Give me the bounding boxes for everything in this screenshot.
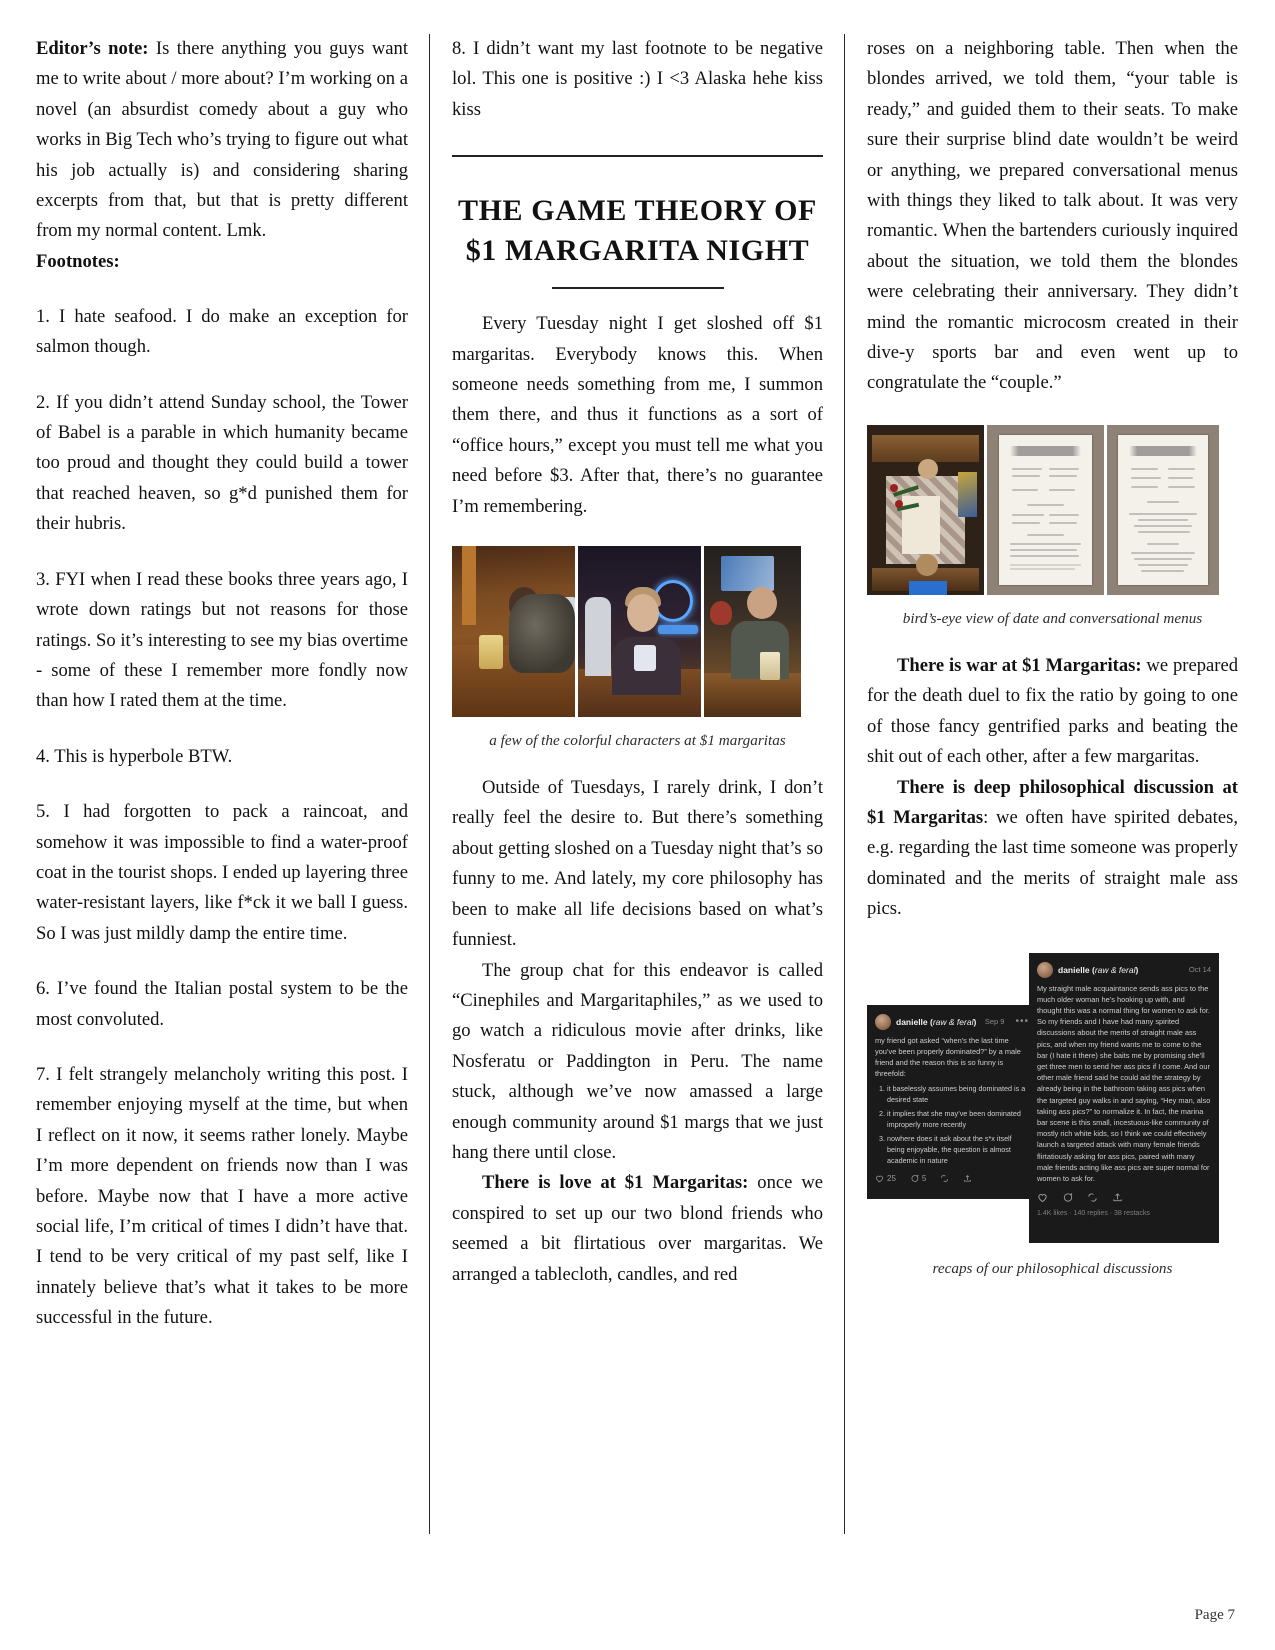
heart-icon[interactable] [1037,1192,1048,1203]
note-date: Oct 14 [1188,965,1211,975]
comment-icon[interactable] [910,1174,926,1183]
article-paragraph: roses on a neighboring table. Then when the blondes arrived, we told them, “your table is ready,” and guided them to their seats. To make sure their surprise blind date wouldn’t be weird or anything, we prepared conversational menus with things they liked to talk about. It was very romantic. When the bartenders curiously inquired about the situation, we told them the blondes were celebrating their anniversary. They didn’t mind the romantic microcosm created in their dive-y sports bar and even went up to congratulate the “couple.” [867,38,1238,394]
footnotes-heading: Footnotes: [36,250,120,272]
note-body-text: My straight male acquaintance sends ass pics to the much older woman he’s hooking up with, and thought this was a normal thing for women to ask for. So my friends and I have had many spirited discussions about the merits of straight male ass pics, and when my friend wants me to come to the bar (I hate it there) she baits me by promising she’ll get three men to send her ass pics if I come. And our other male friend said he could aid the strategy by already being in the bathroom taking ass pics when the targeted guy walks in and saying, “Hey man, also taking ass pics?” to normalize it. In fact, the marina bar scene is this small, incestuous-like community of mostly rich white kids, so I think we could effectively launch a targeted attack with many female friends flirtatiously asking for ass pics, paired with many male friends acting like ass pics are super normal for women to ask for. [1037,983,1211,1183]
article-paragraph: Every Tuesday night I get sloshed off $1 margaritas. Everybody knows this. When someone needs something from me, I summon them there, and thus it functions as a sort of “office hours,” except you must tell me what you need before $3. After that, there’s no guarantee I’m remembering. [452,313,823,517]
note-body-text: my friend got asked “when’s the last time you’ve been properly dominated?” by a male friend and the reason this is so funny is threefold: [875,1035,1021,1079]
photo-collage-caption: a few of the colorful characters at $1 margaritas [489,732,786,750]
section-divider-rule [452,155,823,157]
note-action-bar [875,1174,1029,1183]
bar-photo-collage [452,546,801,717]
column-one [36,34,408,1534]
headline-underline-rule [552,287,724,289]
note-list-item: 2. it implies that she may’ve been dominated improperly more recently [887,1108,1029,1130]
note-list-item: 3. nowhere does it ask about the s*x itself being enjoyable, the question is almost academic in nature [887,1133,1029,1166]
note-header [1037,962,1211,978]
article-headline: THE GAME THEORY OF $1 MARGARITA NIGHT [458,194,817,268]
note-engagement-stats: 1.4K likes · 140 replies · 38 restacks [1037,1210,1150,1218]
note-author-handle: raw & feral [1094,964,1136,975]
editors-note-label: Editor’s note: [36,38,149,59]
article-paragraph-war [867,651,1238,773]
footnote-item: 6. I’ve found the Italian postal system to be the most convoluted. [36,978,408,1030]
column-three [844,34,1238,1534]
conversational-menu-photos [867,425,1219,595]
editors-note-paragraph [36,34,408,247]
restack-icon[interactable] [940,1174,949,1183]
avatar [875,1014,891,1030]
war-section-lead: There is war at $1 Margaritas: [897,654,1142,676]
restack-icon[interactable] [1087,1192,1098,1203]
note-list [875,1083,1029,1166]
note-menu-icon[interactable]: ••• [1015,1016,1029,1028]
footnote-item: 5. I had forgotten to pack a raincoat, and somehow it was impossible to find a water-proof coat in the tourist shops. I ended up layering three water-resistant layers, like f*ck it we ball I guess. So I was just mildly damp the entire time. [36,801,408,944]
note-list-item: 1. it baselessly assumes being dominated is a desired state [887,1083,1029,1105]
note-author: danielle (raw & feral) [1058,964,1139,975]
share-icon[interactable] [1112,1192,1123,1203]
social-note-screenshots [867,953,1219,1243]
page-number: Page 7 [1194,1607,1235,1623]
note-screenshot-october [1029,953,1219,1243]
philosophy-section-lead: There is deep philosophical discussion at $1 Margaritas [867,776,1238,828]
footnote-item: 3. FYI when I read these books three years ago, I wrote down ratings but not reasons for those ratings. So it’s interesting to see my bias overtime - some of these I remember more fondly now than how I rated them at the time. [36,568,408,712]
footnote-item: 8. I didn’t want my last footnote to be negative lol. This one is positive :) I <3 Alaska hehe kiss kiss [452,38,823,120]
footnote-item: 2. If you didn’t attend Sunday school, the Tower of Babel is a parable in which humanity became too proud and thought they could build a tower that reached heaven, so g*d punished them for their hubris. [36,391,408,535]
editors-note-text: Is there anything you guys want me to write about / more about? I’m working on a novel (an absurdist comedy about a guy who works in Big Tech who’s trying to figure out what his job actually is) and considering sharing excerpts from that, but that is pretty different from my normal content. Lmk. [36,38,408,242]
menu-photos-caption: bird’s-eye view of date and conversational menus [902,609,1203,627]
photo-conversational-menu-one [987,425,1104,595]
note-author-handle: raw & feral [932,1016,974,1027]
photo-conversational-menu-two [1107,425,1219,595]
like-count: 25 [887,1174,896,1184]
avatar [1037,962,1053,978]
article-paragraph: Outside of Tuesdays, I rarely drink, I don’t really feel the desire to. But there’s something about getting sloshed on a Tuesday night that’s so funny to me. And lately, my core philosophy has been to make all life decisions based on what’s funniest. [452,777,823,951]
footnote-item: 4. This is hyperbole BTW. [36,745,233,767]
heart-icon[interactable] [875,1174,896,1183]
article-paragraph-philosophy [867,773,1238,925]
note-header [875,1014,1029,1030]
war-section-text: we prepared for the death duel to fix the ratio by going to one of those fancy gentrified parks and beating the shit out of each other, after a few margaritas. [867,654,1238,768]
reply-count: 5 [921,1174,927,1184]
photo-birdseye-date-table [867,425,984,595]
note-action-bar [1037,1192,1211,1203]
love-section-lead: There is love at $1 Margaritas: [482,1172,749,1194]
love-section-text: once we conspired to set up our two blond friends who seemed a bit flirtatious over margaritas. We arranged a tablecloth, candles, and red [452,1172,824,1285]
photo-man-reaching-for-glass [704,546,801,717]
note-screenshot-september [867,1005,1037,1199]
photo-woman-with-drink [578,546,701,717]
three-column-layout [36,34,1239,1534]
footnote-item: 7. I felt strangely melancholy writing this post. I remember enjoying myself at the time, but when I reflect on it now, it seems rather lonely. Maybe I’m more dependent on friends now than I was before. Maybe now that I have a more active social life, I’m critical of times I didn’t have that. I tend to be very critical of my past self, like I innately believe that’s what it takes to be more successful in the future. [36,1063,408,1329]
note-author: danielle (raw & feral) [896,1016,977,1027]
column-two [429,34,823,1534]
comment-icon[interactable] [1062,1192,1073,1203]
note-date: Sep 9 [984,1017,1005,1027]
article-paragraph-love [452,1168,823,1290]
photo-person-with-beer [452,546,575,717]
share-icon[interactable] [963,1174,972,1183]
philosophy-section-text: : we often have spirited debates, e.g. regarding the last time someone was properly dominated and the merits of straight male ass pics. [867,806,1238,920]
notes-caption: recaps of our philosophical discussions [932,1259,1173,1277]
article-paragraph: The group chat for this endeavor is called “Cinephiles and Margaritaphiles,” as we used to go watch a ridiculous movie after drinks, like Nosferatu or Paddington in Peru. The name stuck, although we’ve now amassed a large enough community around $1 margs that we just hang there until close. [452,959,823,1163]
footnote-item: 1. I hate seafood. I do make an exception for salmon though. [36,305,408,358]
